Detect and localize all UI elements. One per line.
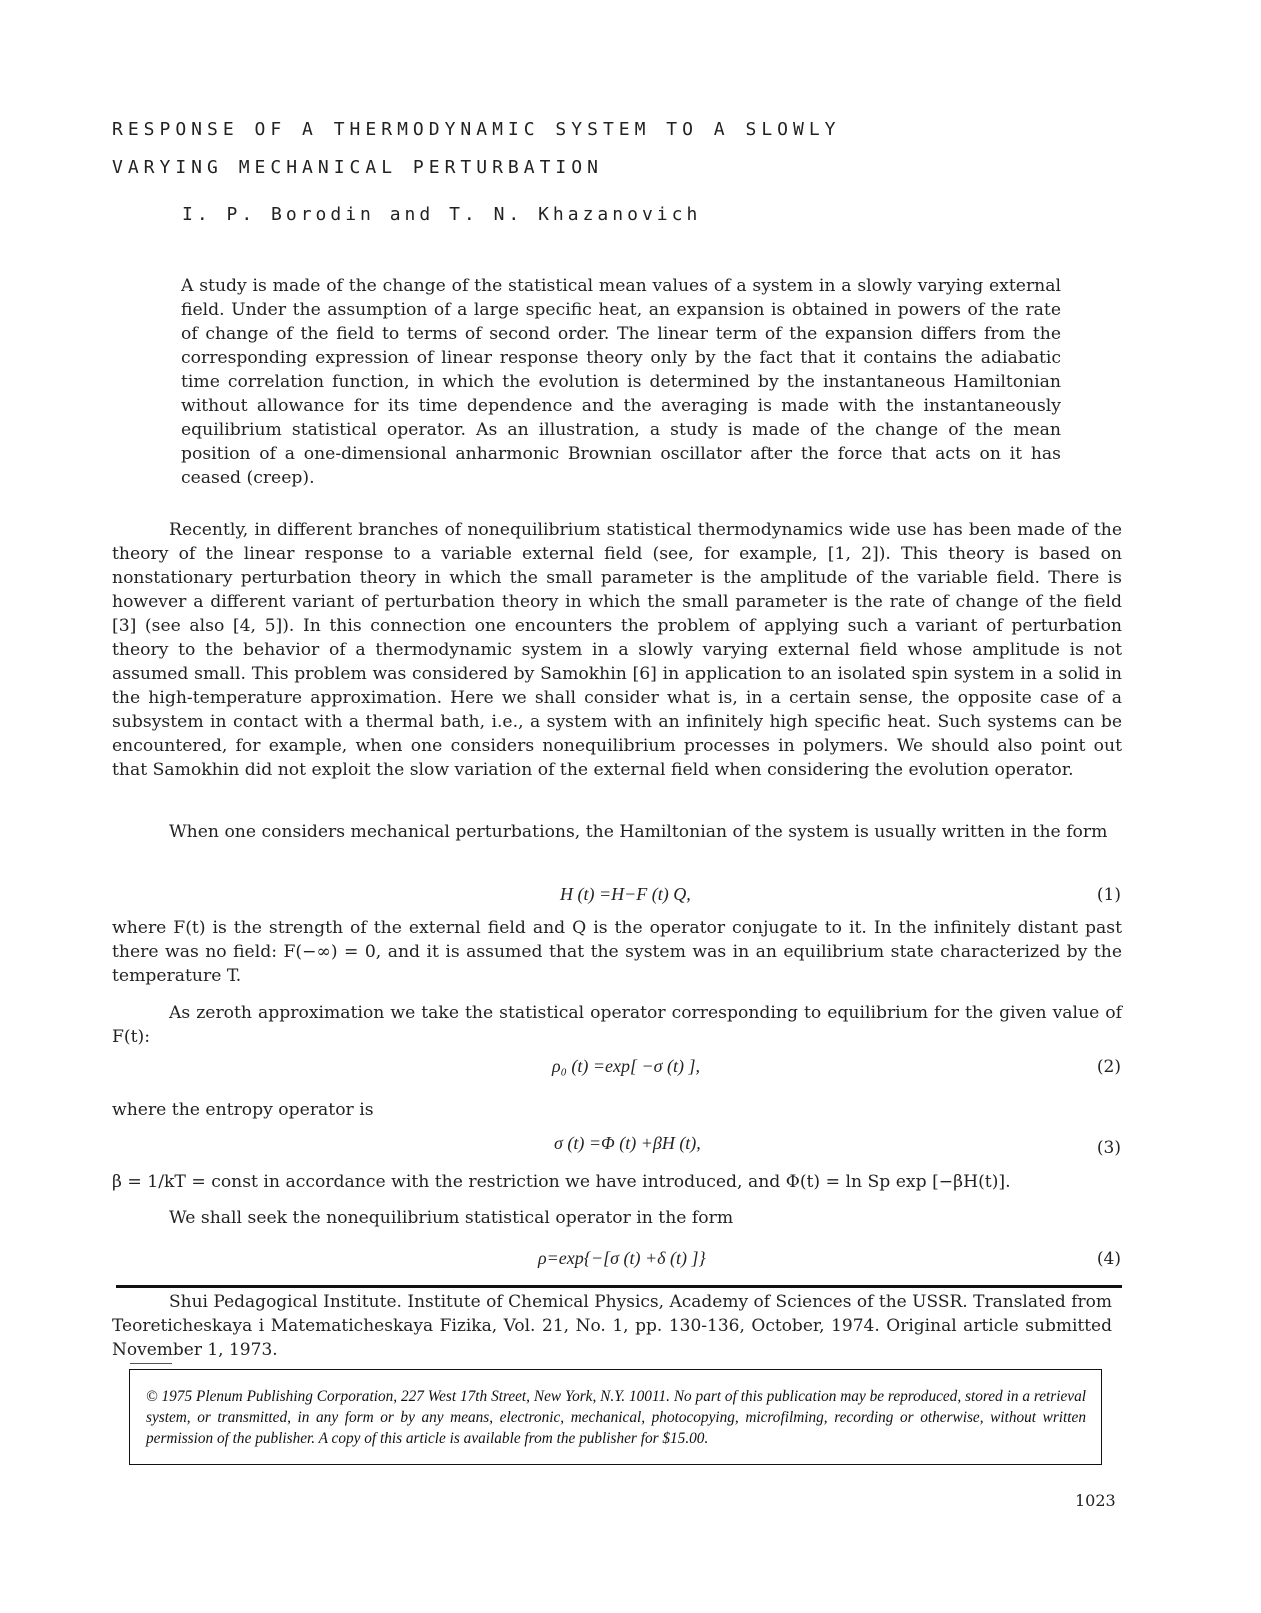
body-paragraph-4: As zeroth approximation we take the statistical operator corresponding to equilibrium for the given value of F(t): xyxy=(112,1003,1122,1047)
body-paragraph-2: When one considers mechanical perturbations, the Hamiltonian of the system is usually written in the form xyxy=(169,822,1108,842)
equation-2-number: (2) xyxy=(1096,1057,1121,1077)
body-paragraph-3: where F(t) is the strength of the external field and Q is the operator conjugate to it. In the infinitely distant past there was no field: F(−∞) = 0, and it is assumed that the system was in an equilibrium state characterized by the temperature T. xyxy=(112,918,1122,986)
title-line-2: VARYING MECHANICAL PERTURBATION xyxy=(112,157,603,178)
authors: I. P. Borodin and T. N. Khazanovich xyxy=(182,204,702,225)
equation-2: ρ₀ (t) =exp[ −σ (t) ], xyxy=(552,1056,701,1076)
copyright-box xyxy=(129,1369,1102,1465)
footnote-short-rule xyxy=(130,1363,172,1364)
copyright-notice: © 1975 Plenum Publishing Corporation, 227 West 17th Street, New York, N.Y. 10011. No part of this publication may be reproduced, stored in a retrieval system, or transmitted, in any form or by any means, electronic, mechanical, photocopying, microfilming, recording or otherwise, without written permission of the publisher. A copy of this article is available from the publisher for $15.00. xyxy=(146,1388,1086,1447)
body-paragraph-1: Recently, in different branches of nonequilibrium statistical thermodynamics wide use has been made of the theory of the linear response to a variable external field (see, for example, [1, 2]). This theory is based on nonstationary perturbation theory in which the small parameter is the amplitude of the variable field. There is however a different variant of perturbation theory in which the small parameter is the rate of change of the field [3] (see also [4, 5]). In this connection one encounters the problem of applying such a variant of perturbation theory to the behavior of a thermodynamic system in a slowly varying external field whose amplitude is not assumed small. This problem was considered by Samokhin [6] in application to an isolated spin system in a solid in the high-temperature approximation. Here we shall consider what is, in a certain sense, the opposite case of a subsystem in contact with a thermal bath, i.e., a system with an infinitely high specific heat. Such systems can be encountered, for example, when one considers nonequilibrium processes in polymers. We should also point out that Samokhin did not exploit the slow variation of the external field when considering the evolution operator. xyxy=(112,520,1122,780)
body-paragraph-7: We shall seek the nonequilibrium statistical operator in the form xyxy=(169,1208,734,1228)
body-paragraph-6: β = 1/kT = const in accordance with the restriction we have introduced, and Φ(t) = ln Sp exp [−βH(t)]. xyxy=(112,1172,1011,1192)
footnote: Shui Pedagogical Institute. Institute of Chemical Physics, Academy of Sciences of the USSR. Translated from Teoreticheskaya i Matematicheskaya Fizika, Vol. 21, No. 1, pp. 130-136, October, 1974. Original article submitted November 1, 1973. xyxy=(112,1292,1112,1360)
title-line-1: RESPONSE OF A THERMODYNAMIC SYSTEM TO A SLOWLY xyxy=(112,119,841,140)
abstract: A study is made of the change of the statistical mean values of a system in a slowly varying external field. Under the assumption of a large specific heat, an expansion is obtained in powers of the rate of change of the field to terms of second order. The linear term of the expansion differs from the corresponding expression of linear response theory only by the fact that it contains the adiabatic time correlation function, in which the evolution is determined by the instantaneous Hamiltonian without allowance for its time dependence and the averaging is made with the instantaneously equilibrium statistical operator. As an illustration, a study is made of the change of the mean position of a one-dimensional anharmonic Brownian oscillator after the force that acts on it has ceased (creep). xyxy=(181,276,1061,488)
equation-1-number: (1) xyxy=(1096,885,1121,905)
body-paragraph-5: where the entropy operator is xyxy=(112,1100,374,1120)
equation-4-number: (4) xyxy=(1096,1249,1121,1269)
equation-3-number: (3) xyxy=(1096,1138,1121,1158)
equation-1: H (t) =H−F (t) Q, xyxy=(560,884,691,904)
equation-4: ρ=exp{−[σ (t) +δ (t) ]} xyxy=(538,1248,706,1268)
equation-3: σ (t) =Φ (t) +βH (t), xyxy=(554,1133,701,1153)
footnote-separator xyxy=(116,1285,1122,1288)
page-number: 1023 xyxy=(1075,1491,1116,1510)
